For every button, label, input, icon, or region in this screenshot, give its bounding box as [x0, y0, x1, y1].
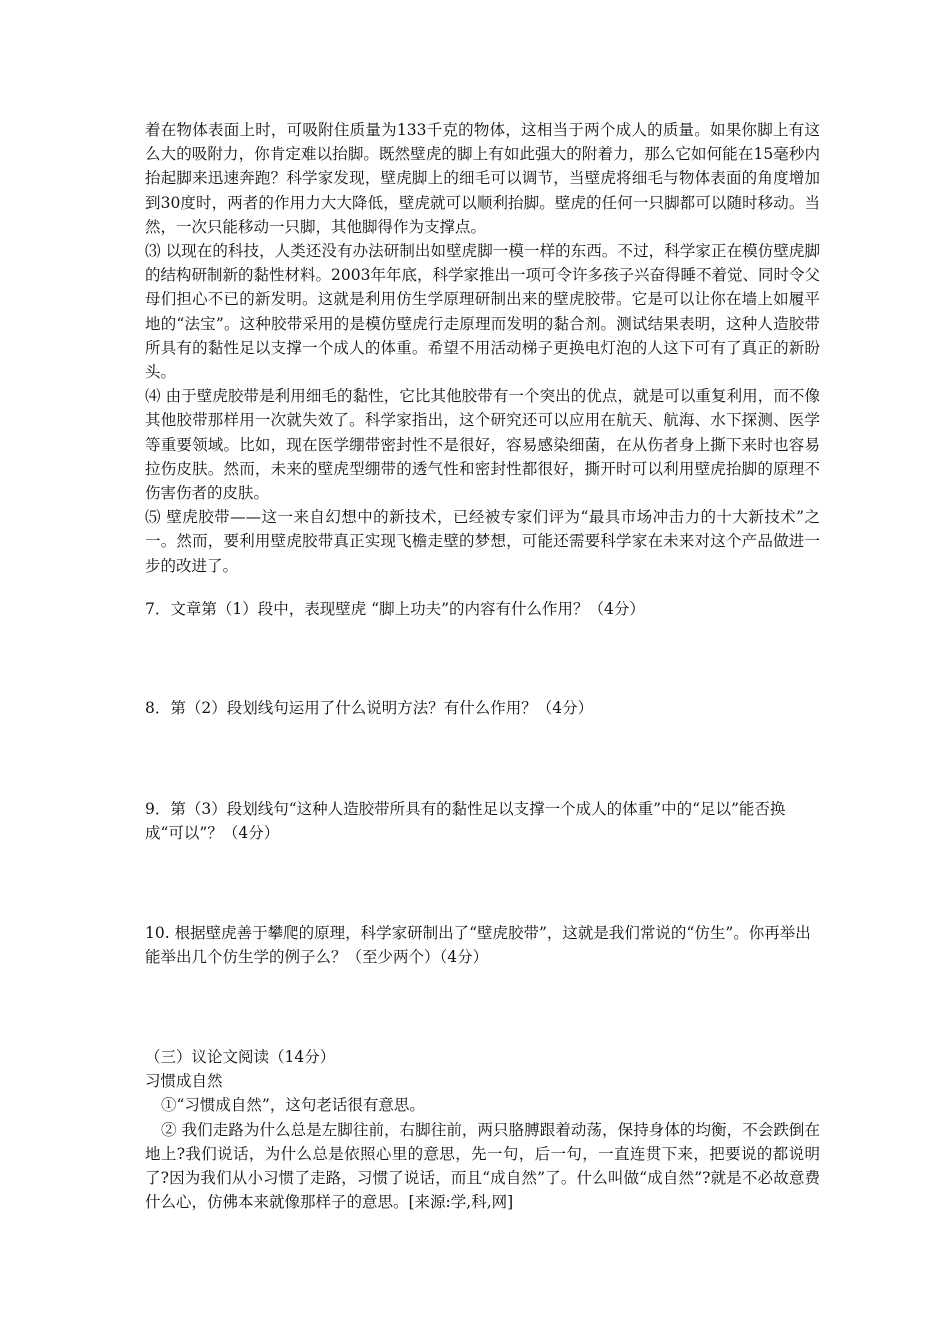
question-10: [145, 921, 820, 969]
paragraph-4: ⑷ 由于壁虎胶带是利用细毛的黏性，它比其他胶带有一个突出的优点，就是可以重复利用，而不像其他胶带那样用一次就失效了。科学家指出，这个研究还可以应用在航天、航海、水下探测、医学等重要领域。比如，现在医学绷带密封性不是很好，容易感染细菌，在从伤者身上撕下来时也容易拉伤皮肤。然而，未来的壁虎型绷带的透气性和密封性都很好，撕开时可以利用壁虎抬脚的原理不伤害伤者的皮肤。: [145, 387, 820, 503]
question-8: [145, 696, 820, 720]
essay-title: 习惯成自然: [145, 1072, 223, 1091]
paragraph-5: ⑸ 壁虎胶带——这一来自幻想中的新技术，已经被专家们评为“最具市场冲击力的十大新技术”之一。然而，要利用壁虎胶带真正实现飞檐走壁的梦想，可能还需要科学家在未来对这个产品做进一步的改进了。: [145, 508, 820, 575]
question-7-text: 7．文章第（1）段中，表现壁虎 “脚上功夫”的内容有什么作用？（4分）: [145, 600, 645, 618]
section-heading: （三）议论文阅读（14分）: [145, 1048, 336, 1066]
article-continuation: [145, 118, 820, 578]
paragraph-3: ⑶ 以现在的科技，人类还没有办法研制出如壁虎脚一模一样的东西。不过，科学家正在模仿壁虎脚的结构研制新的黏性材料。2003年年底，科学家推出一项可令许多孩子兴奋得睡不着觉、同时令父母们担心不已的新发明。这就是利用仿生学原理研制出来的壁虎胶带。它是可以让你在墙上如履平地的“法宝”。这种胶带采用的是模仿壁虎行走原理而发明的黏合剂。测试结果表明，这种人造胶带所具有的黏性足以支撑一个成人的体重。希望不用活动梯子更换电灯泡的人这下可有了真正的新盼头。: [145, 242, 820, 382]
question-7: [145, 597, 820, 621]
question-10-text: 10. 根据壁虎善于攀爬的原理，科学家研制出了“壁虎胶带”，这就是我们常说的“仿生”。你再举出能举出几个仿生学的例子么？（至少两个）（4分）: [145, 924, 811, 967]
question-8-text: 8．第（2）段划线句运用了什么说明方法？有什么作用？（4分）: [145, 699, 594, 717]
paragraph-1-continued: 着在物体表面上时，可吸附住质量为133千克的物体，这相当于两个成人的质量。如果你脚上有这么大的吸附力，你肯定难以抬脚。既然壁虎的脚上有如此强大的附着力，那么它如何能在15毫秒内抬起脚来迅速奔跑？科学家发现，壁虎脚上的细毛可以调节，当壁虎将细毛与物体表面的角度增加到30度时，两者的作用力大大降低，壁虎就可以顺利抬脚。壁虎的任何一只脚都可以随时移动。当然，一次只能移动一只脚，其他脚得作为支撑点。: [145, 121, 820, 236]
essay-paragraph-1: ①“习惯成自然”，这句老话很有意思。: [161, 1096, 425, 1115]
question-9: [145, 797, 820, 845]
question-9-text: 9．第（3）段划线句“这种人造胶带所具有的黏性足以支撑一个成人的体重”中的“足以”能否换成“可以”？（4分）: [145, 800, 786, 843]
essay-paragraph-2: ② 我们走路为什么总是左脚往前，右脚往前，两只胳膊跟着动荡，保持身体的均衡，不会跌倒在地上?我们说话，为什么总是依照心里的意思，先一句，后一句，一直连贯下来，把要说的都说明了?因为我们从小习惯了走路，习惯了说话，而且“成自然”了。什么叫做“成自然”?就是不必故意费什么心，仿佛本来就像那样子的意思。[来源:学,科,网]: [145, 1120, 820, 1212]
section-3: [145, 1045, 820, 1214]
